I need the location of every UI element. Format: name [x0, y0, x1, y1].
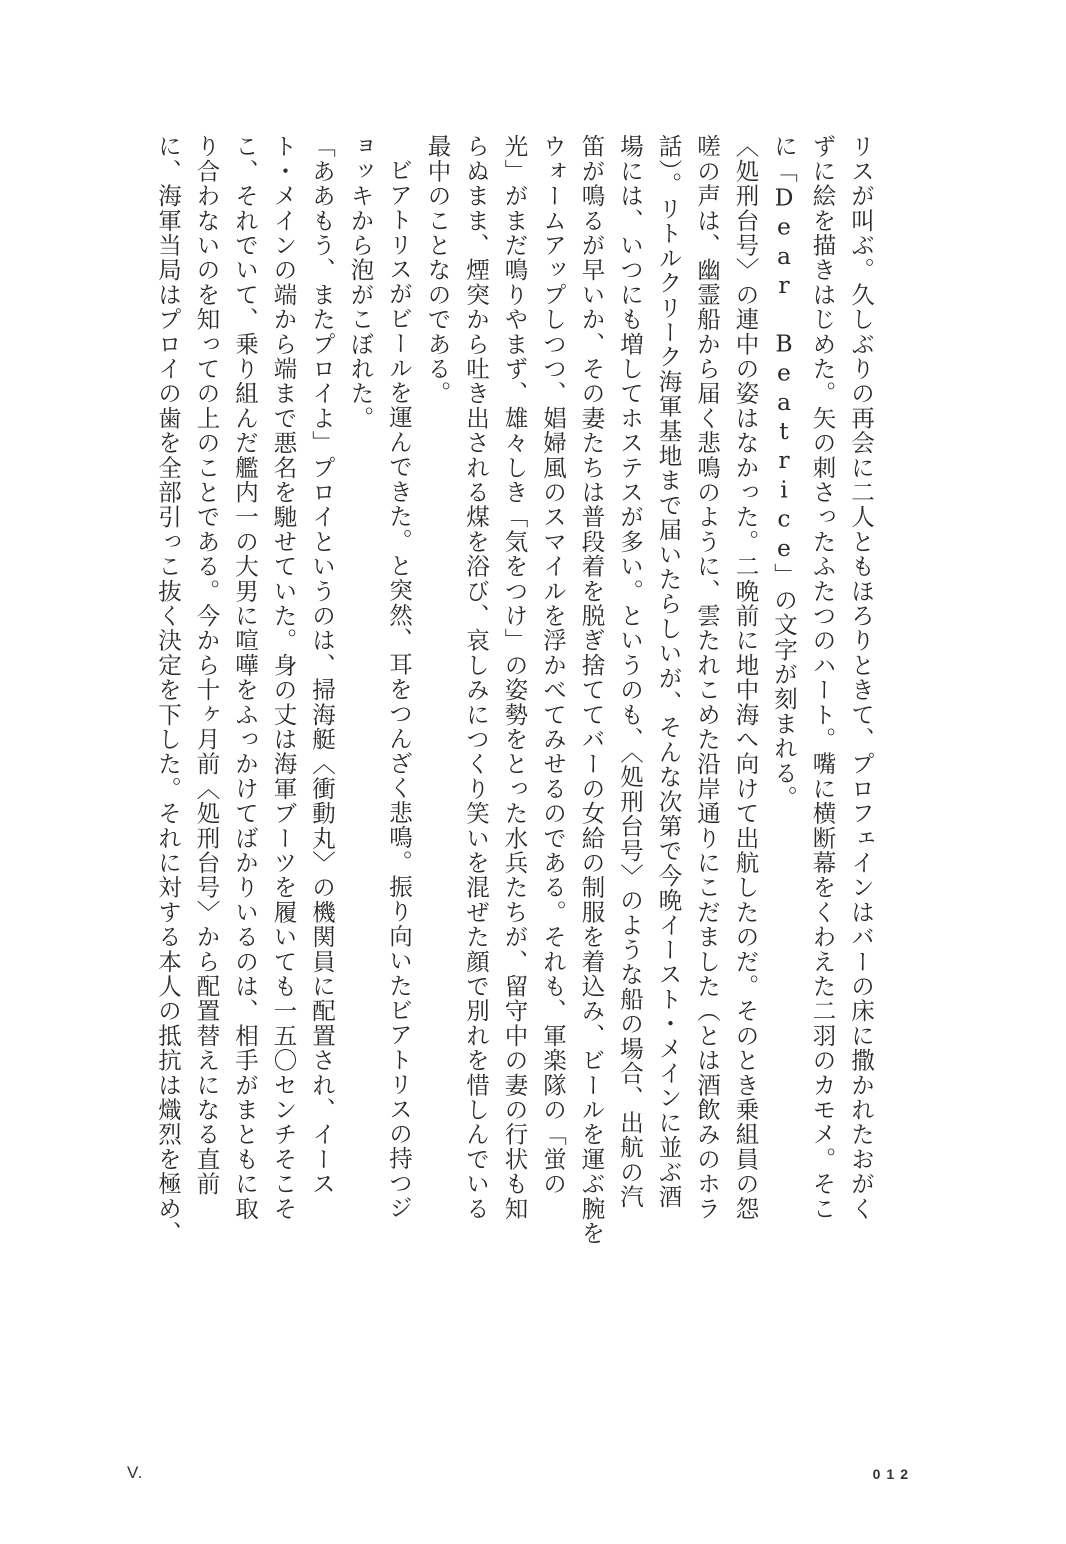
- text-line: り合わないのを知っての上のことである。今から十ヶ月前〈処刑台号〉から配置替えになる直前: [192, 134, 221, 1197]
- vertical-text-body: [154, 134, 880, 1246]
- text-line: 光」がまだ鳴りやまず、雄々しき「気をつけ」の姿勢をとった水兵たちが、留守中の妻の行状も知: [500, 134, 529, 1221]
- text-line: らぬまま、煙突から吐き出される煤を浴び、哀しみにつくり笑いを混ぜた顔で別れを惜しんでいる: [462, 134, 490, 1221]
- text-line: 最中のことなのである。: [423, 134, 452, 406]
- text-line: ウォームアップしつつ、娼婦風のスマイルを浮かべてみせるのである。それも、軍楽隊の「蛍の: [539, 134, 567, 1197]
- text-line: ずに絵を描きはじめた。矢の刺さったふたつのハート。嘴に横断幕をくわえた二羽のカモメ。そこ: [808, 134, 837, 1221]
- text-line: に「Dear Beatrice」の文字が刻まれる。: [770, 134, 798, 810]
- text-line: に、海軍当局はプロイの歯を全部引っこ抜く決定を下した。それに対する本人の抵抗は熾烈を極め、: [154, 134, 182, 1246]
- text-line: 嗟の声は、幽霊船から届く悲鳴のように、雲たれこめた沿岸通りにこだました（とは酒飲みのホラ: [693, 134, 721, 1221]
- page-number: 012: [872, 1466, 914, 1482]
- text-line: ョッキから泡がこぼれた。: [346, 134, 375, 431]
- text-line: 〈処刑台号〉の連中の姿はなかった。二晩前に地中海へ向けて出航したのだ。そのとき乗組員の怨: [731, 134, 760, 1221]
- chapter-label: V.: [127, 1463, 144, 1482]
- text-line: ト・メインの端から端まで悪名を馳せていた。身の丈は海軍ブーツを履いても一五〇センチそこそ: [269, 134, 298, 1221]
- text-line: 場には、いつにも増してホステスが多い。というのも、〈処刑台号〉のような船の場合、出航の汽: [616, 134, 644, 1210]
- text-line: リスが叫ぶ。久しぶりの再会に二人ともほろりときて、プロフェインはバーの床に撒かれたおがく: [847, 134, 875, 1221]
- text-line: 笛が鳴るが早いか、その妻たちは普段着を脱ぎ捨ててバーの女給の制服を着込み、ビールを運ぶ腕を: [577, 134, 606, 1246]
- text-line: こ、それでいて、乗り組んだ艦内一の大男に喧嘩をふっかけてばかりいるのは、相手がまともに取: [231, 134, 259, 1221]
- text-line: 話）。リトルクリーク海軍基地まで届いたらしいが、そんな次第で今晩イースト・メインに並ぶ酒: [654, 134, 683, 1210]
- text-line: ビアトリスがビールを運んできた。と突然、耳をつんざく悲鳴。振り向いたビアトリスの持つジ: [385, 157, 413, 1220]
- text-line: 「ああもう、またプロイよ」プロイというのは、掃海艇〈衝動丸〉の機関員に配置され、イース: [308, 134, 336, 1197]
